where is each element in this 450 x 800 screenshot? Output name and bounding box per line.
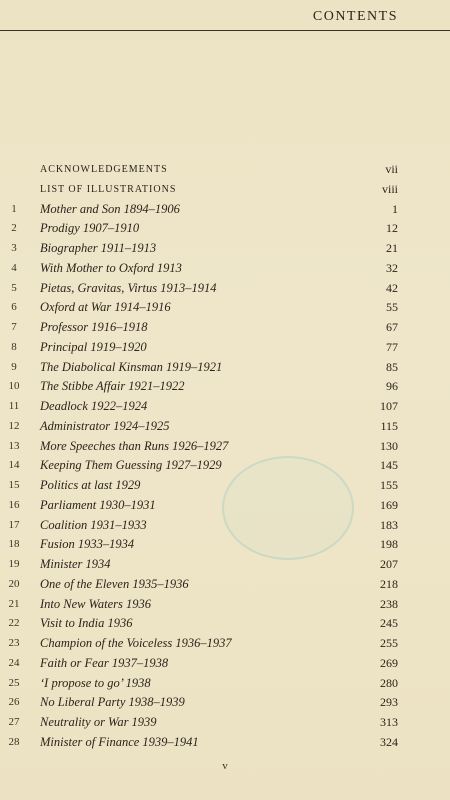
toc-page-number: 155 [380, 478, 398, 492]
chapter-title: Fusion 1933–1934 [40, 537, 135, 552]
chapter-title: Mother and Son 1894–1906 [40, 201, 180, 216]
toc-page-number: 42 [386, 280, 398, 295]
toc-page-number: 324 [380, 734, 398, 749]
chapter-title: The Diabolical Kinsman 1919–1921 [40, 359, 223, 374]
chapter-number: 1 [11, 202, 17, 215]
toc-page-number: 269 [380, 655, 398, 670]
chapter-number: 16 [8, 498, 20, 511]
toc-row-chapter-20[interactable] [0, 575, 450, 595]
toc-page-number: 67 [386, 320, 398, 334]
toc-page-number: 207 [380, 557, 398, 571]
toc-page-number: 12 [386, 221, 398, 236]
toc-page-number: 107 [380, 399, 398, 413]
running-head: CONTENTS [312, 9, 398, 24]
toc-row-chapter-8[interactable] [0, 338, 450, 358]
toc-row-acknowledgements[interactable] [0, 160, 450, 180]
chapter-title: Neutrality or War 1939 [40, 715, 157, 729]
chapter-number: 28 [8, 735, 20, 748]
chapter-number: 17 [8, 518, 20, 531]
toc-row-chapter-26[interactable] [0, 693, 450, 713]
page-folio: v [222, 760, 228, 772]
chapter-number: 4 [11, 261, 17, 274]
toc-page-number: 255 [380, 636, 398, 650]
toc-row-chapter-2[interactable] [0, 219, 450, 239]
toc-row-chapter-10[interactable] [0, 377, 450, 397]
toc-page-number: 238 [380, 596, 398, 611]
chapter-title: ‘I propose to go’ 1938 [40, 675, 151, 690]
toc-row-chapter-7[interactable] [0, 318, 450, 338]
toc-page-number: 32 [386, 260, 398, 275]
toc-row-list-of-illustrations[interactable] [0, 180, 450, 200]
chapter-title: Faith or Fear 1937–1938 [40, 655, 169, 670]
chapter-number: 7 [11, 321, 17, 333]
chapter-number: 10 [8, 380, 20, 393]
chapter-title: Parliament 1930–1931 [40, 497, 156, 512]
toc-row-chapter-3[interactable] [0, 239, 450, 259]
chapter-title: Keeping Them Guessing 1927–1929 [40, 458, 222, 473]
chapter-title: Biographer 1911–1913 [40, 241, 157, 255]
chapter-number: 24 [8, 656, 20, 669]
toc-page-number: 218 [380, 576, 398, 591]
toc-row-chapter-28[interactable] [0, 733, 450, 753]
chapter-number: 14 [8, 459, 20, 472]
toc-row-chapter-6[interactable] [0, 298, 450, 318]
chapter-number: 3 [11, 242, 17, 254]
toc-page-number: 85 [386, 359, 398, 374]
toc-row-chapter-19[interactable] [0, 555, 450, 575]
chapter-title: Deadlock 1922–1924 [40, 399, 148, 413]
chapter-number: 8 [11, 340, 17, 353]
chapter-number: 12 [8, 419, 20, 432]
chapter-number: 21 [8, 597, 20, 610]
toc-page-number: 245 [380, 616, 398, 631]
toc-page-number: 198 [380, 537, 398, 552]
toc-page-number: 77 [386, 339, 398, 354]
toc-page-number: 1 [392, 201, 398, 216]
chapter-title: No Liberal Party 1938–1939 [40, 695, 185, 710]
chapter-title: Visit to India 1936 [40, 616, 133, 631]
toc-row-chapter-12[interactable] [0, 417, 450, 437]
toc-row-chapter-4[interactable] [0, 259, 450, 279]
chapter-number: 25 [8, 676, 20, 689]
chapter-title: Administrator 1924–1925 [40, 418, 170, 433]
toc-row-chapter-18[interactable] [0, 535, 450, 555]
chapter-title: Coalition 1931–1933 [40, 517, 147, 532]
chapter-title: More Speeches than Runs 1926–1927 [40, 438, 229, 453]
chapter-title: Oxford at War 1914–1916 [40, 300, 171, 315]
toc-page-number: 280 [380, 675, 398, 690]
toc-row-chapter-17[interactable] [0, 516, 450, 536]
chapter-number: 20 [8, 577, 20, 590]
toc-row-chapter-11[interactable] [0, 397, 450, 417]
chapter-title: Principal 1919–1920 [40, 339, 147, 354]
chapter-number: 22 [8, 617, 20, 630]
toc-page-number: 115 [380, 418, 398, 433]
chapter-number: 13 [8, 439, 20, 452]
chapter-number: 15 [8, 479, 20, 491]
chapter-number: 9 [11, 360, 17, 373]
toc-row-chapter-24[interactable] [0, 654, 450, 674]
toc-page-number: 96 [386, 379, 398, 394]
toc-entry-title: ACKNOWLEDGEMENTS [40, 164, 168, 175]
toc-page-number: 145 [380, 458, 398, 473]
chapter-title: Champion of the Voiceless 1936–1937 [40, 636, 232, 650]
table-of-contents [0, 160, 450, 753]
toc-row-chapter-15[interactable] [0, 476, 450, 496]
chapter-title: Prodigy 1907–1910 [40, 221, 140, 236]
toc-page-number: 313 [380, 715, 398, 729]
toc-row-chapter-9[interactable] [0, 358, 450, 378]
toc-row-chapter-22[interactable] [0, 614, 450, 634]
toc-page-number: viii [381, 181, 398, 196]
toc-row-chapter-13[interactable] [0, 437, 450, 457]
chapter-title: Into New Waters 1936 [40, 596, 151, 611]
chapter-number: 2 [11, 222, 17, 235]
chapter-title: Minister 1934 [40, 557, 111, 571]
chapter-title: One of the Eleven 1935–1936 [40, 576, 189, 591]
toc-page-number: 55 [386, 300, 398, 315]
chapter-number: 19 [8, 558, 20, 570]
toc-page-number: 293 [380, 695, 398, 710]
chapter-number: 23 [8, 637, 20, 649]
chapter-title: With Mother to Oxford 1913 [40, 260, 182, 275]
toc-row-chapter-5[interactable] [0, 279, 450, 299]
chapter-number: 11 [8, 400, 20, 412]
chapter-title: Pietas, Gravitas, Virtus 1913–1914 [40, 280, 217, 295]
chapter-number: 18 [8, 538, 20, 551]
toc-row-chapter-16[interactable] [0, 496, 450, 516]
toc-page-number: 183 [380, 517, 398, 532]
chapter-number: 26 [8, 696, 20, 709]
toc-row-chapter-14[interactable] [0, 456, 450, 476]
chapter-number: 5 [11, 281, 17, 294]
chapter-title: Minister of Finance 1939–1941 [40, 734, 199, 749]
toc-page-number: 169 [380, 497, 398, 512]
toc-row-chapter-27[interactable] [0, 713, 450, 733]
header-rule [0, 30, 450, 31]
toc-page-number: 21 [386, 241, 398, 255]
toc-row-chapter-1[interactable] [0, 200, 450, 220]
chapter-title: The Stibbe Affair 1921–1922 [40, 379, 185, 394]
toc-page-number: 130 [380, 438, 398, 453]
chapter-number: 27 [8, 716, 20, 728]
chapter-number: 6 [11, 301, 17, 314]
toc-page-number: vii [385, 162, 398, 176]
toc-row-chapter-21[interactable] [0, 595, 450, 615]
toc-row-chapter-23[interactable] [0, 634, 450, 654]
chapter-title: Professor 1916–1918 [40, 320, 148, 334]
chapter-title: Politics at last 1929 [40, 478, 141, 492]
toc-entry-title: LIST OF ILLUSTRATIONS [40, 183, 177, 195]
toc-row-chapter-25[interactable] [0, 674, 450, 694]
